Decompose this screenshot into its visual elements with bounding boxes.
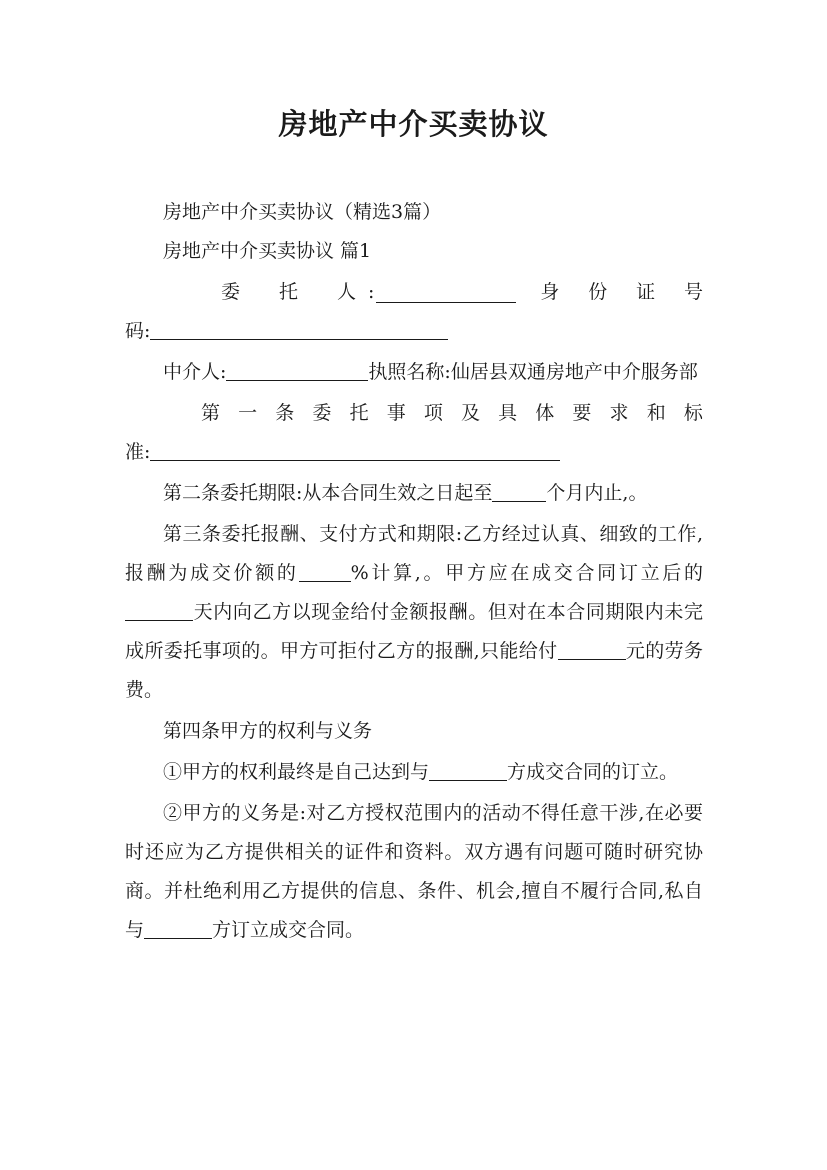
article3-blank-fee	[558, 639, 626, 660]
right1-prefix: ①甲方的权利最终是自己达到与	[163, 761, 430, 783]
article2-suffix: 个月内止,。	[546, 482, 648, 504]
article3-blank-days	[125, 600, 193, 621]
article3-paragraph	[125, 515, 703, 710]
article3-b: %计算,。甲方应在成交合同订立后的	[350, 562, 703, 584]
article3-blank-percent	[299, 561, 351, 582]
duty2-prefix: ②甲方的义务是:对乙方授权范围内的活动不得任意干涉,在必要时还应为乙方提供相关的证件和资料。双方遇有问题可随时研究协商。并杜绝利用乙方提供的信息、条件、机会,擅自不履行合同,私自与	[125, 802, 703, 941]
agent-label: 中介人:	[163, 361, 227, 383]
document-body	[125, 193, 703, 950]
license-label: 执照名称:	[368, 361, 451, 383]
client-line	[125, 273, 703, 312]
subtitle-paragraph	[125, 193, 703, 232]
client-blank	[376, 282, 516, 303]
id-line	[125, 312, 703, 351]
article1-blank	[150, 440, 560, 461]
section-heading-text: 房地产中介买卖协议 篇1	[163, 240, 372, 262]
agent-blank	[226, 360, 368, 381]
subtitle-text: 房地产中介买卖协议（精选3篇）	[163, 201, 442, 223]
article3-a: 第三条委托报酬、支付方式和期限:乙方经过认真、细致的工作,报酬为成交价额的	[125, 523, 703, 584]
client-colon: :	[368, 281, 375, 303]
agent-paragraph	[125, 353, 703, 392]
article2-blank	[492, 481, 546, 502]
duty2-suffix: 方订立成交合同。	[212, 919, 365, 941]
article3-c: 天内向乙方以现金给付金额报酬。但对在本合同期限内未完成所委托事项的。甲方可拒付乙方的报酬,只能给付	[125, 601, 703, 662]
article3-d: 元的劳务费。	[125, 640, 703, 701]
license-value: 仙居县双通房地产中介服务部	[450, 361, 698, 383]
client-label: 委 托 人	[221, 281, 356, 303]
article1-label: 第 一 条 委 托 事 项 及 具 体 要 求 和 标	[201, 402, 703, 424]
section-heading-paragraph	[125, 232, 703, 271]
article4-heading: 第四条甲方的权利与义务	[163, 720, 373, 742]
id-blank	[150, 319, 448, 340]
article1-line	[125, 394, 703, 433]
id-label: 身 份 证 号	[540, 281, 703, 303]
article1-tail-line	[125, 433, 703, 472]
article2-paragraph	[125, 474, 703, 513]
article2-prefix: 第二条委托期限:从本合同生效之日起至	[163, 482, 493, 504]
right1-blank	[429, 760, 507, 781]
id-label-tail: 码:	[125, 320, 151, 342]
right1-suffix: 方成交合同的订立。	[507, 761, 679, 783]
document-title: 房地产中介买卖协议	[278, 107, 549, 141]
article1-label-tail: 准:	[125, 441, 151, 463]
duty2-paragraph	[125, 794, 703, 950]
article4-heading-paragraph	[125, 712, 703, 751]
right1-paragraph	[125, 753, 703, 792]
duty2-blank	[144, 918, 212, 939]
